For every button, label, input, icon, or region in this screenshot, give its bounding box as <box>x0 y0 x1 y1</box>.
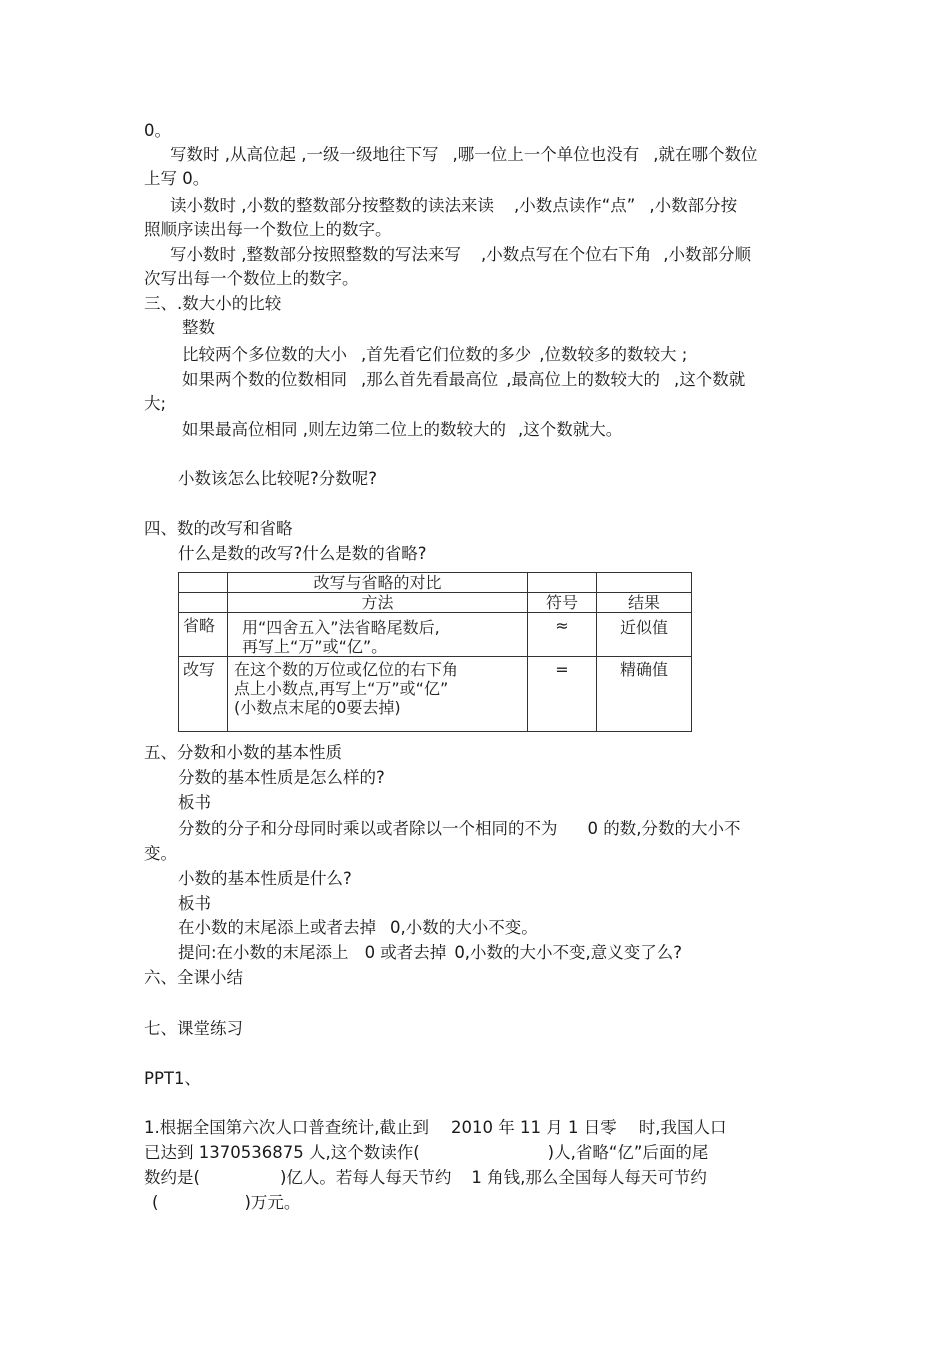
row-symbol: ≈ <box>528 613 597 657</box>
section-heading: 七、课堂练习 <box>144 1019 243 1038</box>
text-line: 提问:在小数的末尾添上 0 或者去掉 0,小数的大小不变,意义变了么? <box>178 943 683 962</box>
section-heading: 四、数的改写和省略 <box>144 519 293 538</box>
text-line: 分数的基本性质是怎么样的? <box>178 768 385 787</box>
text-line: 在小数的末尾添上或者去掉 0,小数的大小不变。 <box>178 918 538 937</box>
table-row <box>179 657 692 732</box>
row-result: 精确值 <box>597 657 692 732</box>
row-name: 改写 <box>179 657 228 732</box>
text-line: 什么是数的改写?什么是数的省略? <box>178 544 427 563</box>
text-line: 如果两个数的位数相同 ,那么首先看最高位 ,最高位上的数较大的 ,这个数就 <box>182 370 746 389</box>
question-line: ( )万元。 <box>152 1193 301 1212</box>
text-line: 比较两个多位数的大小 ,首先看它们位数的多少 ,位数较多的数较大 ; <box>182 345 688 364</box>
table-header-method: 方法 <box>228 593 528 613</box>
row-method: 在这个数的万位或亿位的右下角 点上小数点,再写上“万”或“亿” (小数点末尾的0要去掉) <box>228 657 528 732</box>
row-name: 省略 <box>179 613 228 657</box>
text-line: 写数时 ,从高位起 ,一级一级地往下写 ,哪一位上一个单位也没有 ,就在哪个数位 <box>170 145 758 164</box>
text-line: 读小数时 ,小数的整数部分按整数的读法来读 ,小数点读作“点” ,小数部分按 <box>170 196 738 215</box>
text-line: 0。 <box>144 121 171 140</box>
section-heading: 三、.数大小的比较 <box>144 294 282 313</box>
text-line: 小数该怎么比较呢?分数呢? <box>178 469 378 488</box>
table-header-result: 结果 <box>597 593 692 613</box>
text-line: 变。 <box>144 844 177 863</box>
text-line: 次写出每一个数位上的数字。 <box>144 269 359 288</box>
text-line: 写小数时 ,整数部分按照整数的写法来写 ,小数点写在个位右下角 ,小数部分顺 <box>170 245 751 264</box>
text-line: 板书 <box>178 894 211 913</box>
comparison-table <box>178 572 692 732</box>
text-line: 分数的分子和分母同时乘以或者除以一个相同的不为 0 的数,分数的大小不 <box>178 819 741 838</box>
row-result: 近似值 <box>597 613 692 657</box>
table-row <box>179 613 692 657</box>
text-line: 照顺序读出每一个数位上的数字。 <box>144 220 392 239</box>
table-header-symbol: 符号 <box>528 593 597 613</box>
text-line: 小数的基本性质是什么? <box>178 869 352 888</box>
section-heading: 五、分数和小数的基本性质 <box>144 743 342 762</box>
text-line: 上写 0。 <box>144 169 210 188</box>
text-line: PPT1、 <box>144 1069 201 1088</box>
text-line: 整数 <box>182 318 215 337</box>
row-method: 用“四舍五入”法省略尾数后, 再写上“万”或“亿”。 <box>228 613 528 657</box>
question-line: 已达到 1370536875 人,这个数读作( )人,省略“亿”后面的尾 <box>144 1143 709 1162</box>
question-line: 数约是( )亿人。若每人每天节约 1 角钱,那么全国每人每天可节约 <box>144 1168 707 1187</box>
section-heading: 六、全课小结 <box>144 968 243 987</box>
question-line: 1.根据全国第六次人口普查统计,截止到 2010 年 11 月 1 日零 时,我国人口 <box>144 1118 727 1137</box>
text-line: 大; <box>144 394 167 413</box>
row-symbol: = <box>528 657 597 732</box>
text-line: 如果最高位相同 ,则左边第二位上的数较大的 ,这个数就大。 <box>182 420 623 439</box>
table-title: 改写与省略的对比 <box>228 573 528 593</box>
table-corner-cell <box>179 573 228 593</box>
text-line: 板书 <box>178 793 211 812</box>
